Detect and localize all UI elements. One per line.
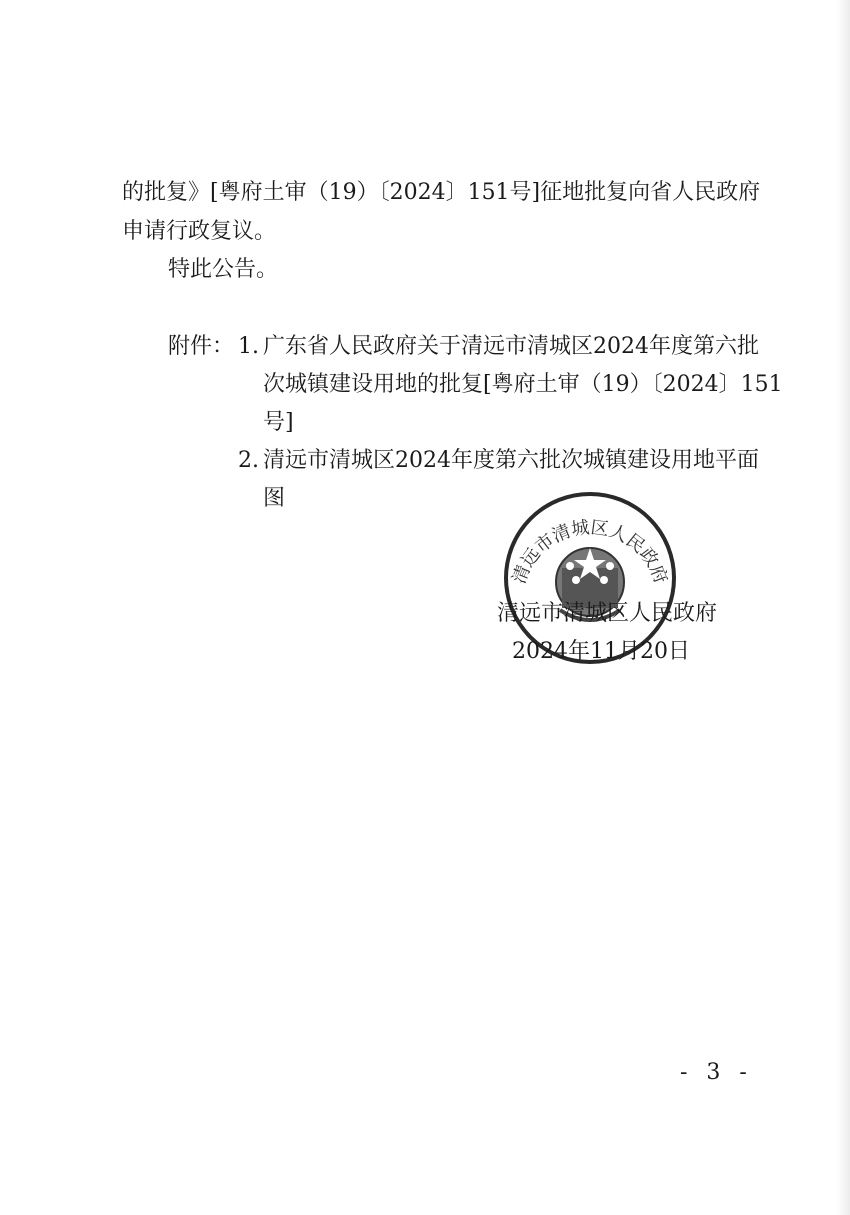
- paragraph-line-2: 申请行政复议。: [122, 219, 277, 244]
- attachments-list: [168, 334, 783, 524]
- attachment-1-line-3: 号]: [263, 410, 294, 435]
- closing-text: 特此公告。: [168, 257, 279, 282]
- attachment-1: [263, 334, 783, 448]
- attachment-2-line-2: 图: [263, 486, 286, 511]
- attachment-2-number: 2.: [238, 448, 260, 473]
- issuer-name: 清远市清城区人民政府: [497, 601, 718, 626]
- attachment-1-line-2: 次城镇建设用地的批复[粤府土审（19）〔2024〕151: [263, 372, 783, 397]
- page-number: - 3 -: [680, 1060, 753, 1085]
- issue-date: 2024年11月20日: [512, 639, 690, 664]
- paragraph-line-1: 的批复》[粤府土审（19）〔2024〕151号]征地批复向省人民政府: [122, 180, 761, 205]
- attachment-1-line-1: 广东省人民政府关于清远市清城区2024年度第六批: [263, 334, 760, 359]
- page-edge-shadow: [836, 0, 850, 1215]
- attachments-label: 附件：: [168, 334, 235, 359]
- attachment-2-line-1: 清远市清城区2024年度第六批次城镇建设用地平面: [263, 448, 760, 473]
- seal-lettering: 清远市清城区人民政府: [508, 517, 672, 587]
- attachments-label-spacer: [168, 448, 234, 524]
- attachment-1-number: 1.: [238, 334, 260, 359]
